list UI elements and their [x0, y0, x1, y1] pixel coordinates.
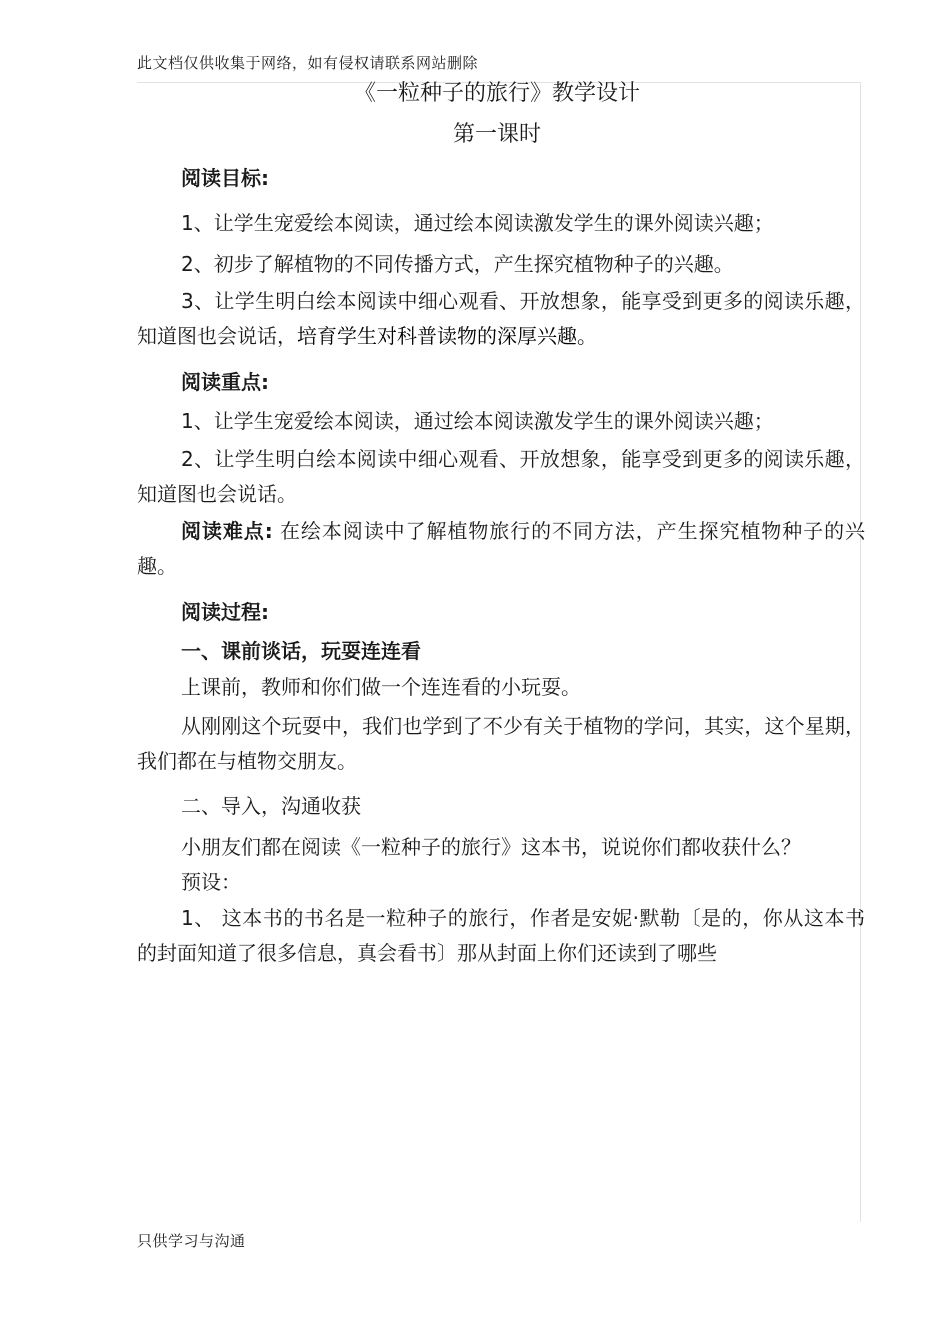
difficulty-label: 阅读难点: [181, 519, 273, 543]
difficulty-text: 在绘本阅读中了解植物旅行的不同方法，产生探究植物种子的兴趣。 [137, 519, 865, 578]
goal-item-1: 1、让学生宠爱绘本阅读，通过绘本阅读激发学生的课外阅读兴趣； [181, 211, 774, 235]
goal-item-2: 2、初步了解植物的不同传播方式，产生探究植物种子的兴趣。 [181, 252, 734, 276]
key-points-heading: 阅读重点: [181, 370, 269, 394]
goal-item-3 [137, 284, 865, 354]
key-point-item-1: 1、让学生宠爱绘本阅读，通过绘本阅读激发学生的课外阅读兴趣； [181, 409, 774, 433]
difficulty-paragraph [137, 514, 865, 584]
document-title: 《一粒种子的旅行》教学设计 [353, 81, 640, 106]
header-note: 此文档仅供收集于网络，如有侵权请联系网站删除 [137, 54, 479, 72]
section1-paragraph-2: 从刚刚这个玩耍中，我们也学到了不少有关于植物的学问，其实，这个星期，我们都在与植物交朋友。 [137, 714, 865, 773]
footer-note: 只供学习与沟通 [137, 1232, 246, 1250]
lesson-subtitle: 第一课时 [452, 122, 541, 147]
document-body [137, 76, 865, 971]
goals-heading: 阅读目标: [181, 166, 269, 190]
goal-item-3-emphasis: 培育学生对科普读物的深厚兴趣。 [297, 324, 597, 348]
goal-item-3-text: 3、让学生明白绘本阅读中细心观看、开放想象，能享受到更多的阅读乐趣，知道图也会说话， [137, 289, 865, 348]
section2-paragraph-1: 小朋友们都在阅读《一粒种子的旅行》这本书，说说你们都收获什么？ [181, 835, 801, 859]
section2-paragraph-2: 预设： [181, 870, 241, 894]
section2-paragraph-3: 1、 这本书的书名是一粒种子的旅行，作者是安妮·默勒〔是的，你从这本书的封面知道了很多信息，真会看书〕那从封面上你们还读到了哪些 [137, 906, 865, 965]
process-heading: 阅读过程: [181, 600, 269, 624]
key-point-item-2: 2、让学生明白绘本阅读中细心观看、开放想象，能享受到更多的阅读乐趣，知道图也会说话。 [137, 447, 865, 506]
section1-title: 一、课前谈话，玩耍连连看 [181, 639, 421, 663]
section1-paragraph-1: 上课前，教师和你们做一个连连看的小玩耍。 [181, 675, 581, 699]
section2-title: 二、导入，沟通收获 [181, 794, 361, 818]
